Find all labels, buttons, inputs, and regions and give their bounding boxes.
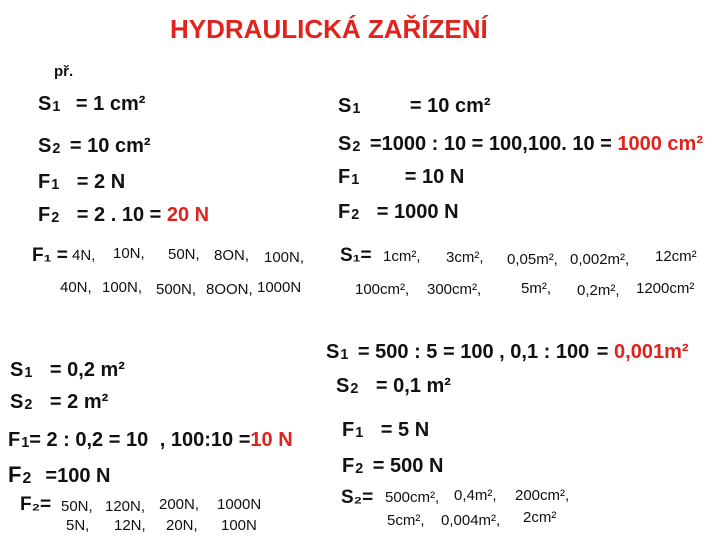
ex2-option: 100cm²,	[355, 281, 410, 298]
ex2-option: 0,2m²,	[577, 282, 620, 299]
symbol-s: S	[38, 135, 52, 157]
ex4-s1-result: 0,001m²	[614, 341, 689, 363]
ex2-s2-row	[338, 134, 703, 154]
ex4-s1-calc2: , 0,1 : 100	[499, 341, 590, 363]
ex2-f1-value: = 10 N	[404, 166, 465, 188]
ex2-option: 12cm²	[655, 248, 697, 265]
ex4-option: 5cm²,	[387, 512, 425, 529]
subscript-1: 1	[351, 172, 360, 189]
ex1-f2-calc: = 2 . 10 =	[76, 204, 167, 226]
ex4-f2-value: = 500 N	[372, 455, 444, 477]
symbol-f: F	[38, 204, 51, 226]
ex3-option: 1000N	[217, 496, 262, 513]
symbol-f: F	[338, 201, 351, 223]
ex3-f1-calc2: , 100:10 =	[159, 429, 251, 451]
ex1-s1-value: = 1 cm²	[75, 93, 146, 115]
ex4-f2-row	[342, 456, 443, 476]
ex2-option: 0,05m²,	[507, 251, 558, 268]
ex3-option: 120N,	[105, 498, 146, 515]
ex3-s2-value: = 2 m²	[49, 391, 109, 413]
example-label: př.	[54, 63, 74, 80]
ex4-s1-eq: =	[596, 341, 609, 363]
subscript-2: 2	[52, 141, 61, 158]
ex4-option: 0,004m²,	[441, 512, 501, 529]
ex4-option: 500cm²,	[385, 489, 440, 506]
ex1-f1-label: F₁ =	[32, 245, 68, 266]
symbol-s: S	[38, 93, 52, 115]
ex2-f1-row	[338, 167, 464, 187]
ex2-option: 5m²,	[521, 280, 551, 297]
ex1-option: 500N,	[156, 281, 197, 298]
subscript-1: 1	[21, 435, 30, 452]
subscript-1: 1	[352, 101, 361, 118]
ex1-f1-row	[38, 172, 125, 192]
symbol-s: S	[10, 391, 24, 413]
ex2-s1-row	[338, 96, 491, 116]
ex1-option: 4N,	[72, 247, 96, 264]
ex2-s2-calc: =1000 : 10 = 100,100. 10 =	[369, 133, 618, 155]
subscript-2: 2	[350, 381, 359, 398]
subscript-1: 1	[51, 177, 60, 194]
ex4-f1-value: = 5 N	[380, 419, 430, 441]
ex1-option: 50N,	[168, 246, 200, 263]
ex2-s2-result: 1000 cm²	[617, 133, 703, 155]
ex1-option: 1000N	[257, 279, 302, 296]
ex2-option: 300cm²,	[427, 281, 482, 298]
ex3-f1-result: 10 N	[250, 429, 293, 451]
ex3-option: 100N	[221, 517, 257, 534]
ex2-s1-value: = 10 cm²	[409, 95, 491, 117]
symbol-f: F	[8, 429, 21, 451]
ex1-s1-row	[38, 94, 145, 114]
ex1-s2-row	[38, 136, 151, 156]
subscript-1: 1	[355, 425, 364, 442]
symbol-s: S	[326, 341, 340, 363]
ex4-option: 2cm²	[523, 509, 557, 526]
ex3-option: 20N,	[166, 517, 198, 534]
subscript-1: 1	[24, 365, 33, 382]
ex3-option: 12N,	[114, 517, 146, 534]
ex4-s2-label: S₂=	[341, 487, 374, 508]
ex2-f2-value: = 1000 N	[376, 201, 459, 223]
symbol-s: S	[338, 95, 352, 117]
symbol-s: S	[336, 375, 350, 397]
ex3-f2-row	[8, 464, 110, 486]
subscript-2: 2	[51, 210, 60, 227]
ex1-f2-result: 20 N	[166, 204, 210, 226]
ex1-f2-row	[38, 205, 209, 225]
ex3-f2-value: =100 N	[45, 465, 111, 487]
ex4-f1-row	[342, 420, 429, 440]
symbol-f: F	[338, 166, 351, 188]
subscript-2: 2	[351, 207, 360, 224]
ex3-option: 50N,	[61, 498, 93, 515]
ex3-f1-calc: = 2 : 0,2 = 10	[29, 429, 149, 451]
ex4-option: 200cm²,	[515, 487, 570, 504]
subscript-2: 2	[22, 470, 32, 488]
symbol-f: F	[342, 455, 355, 477]
ex3-f1-row	[8, 430, 293, 450]
ex2-option: 1cm²,	[383, 248, 421, 265]
ex1-f1-value: = 2 N	[76, 171, 126, 193]
ex3-option: 200N,	[159, 496, 200, 513]
ex2-option: 0,002m²,	[570, 251, 630, 268]
page-title: HYDRAULICKÁ ZAŘÍZENÍ	[170, 14, 488, 44]
ex3-s1-value: = 0,2 m²	[49, 359, 125, 381]
ex1-option: 8ON,	[214, 247, 250, 264]
ex1-option: 10N,	[113, 245, 145, 262]
ex1-s2-value: = 10 cm²	[69, 135, 151, 157]
ex4-s2-value: = 0,1 m²	[375, 375, 451, 397]
ex4-s1-row	[326, 342, 689, 362]
symbol-f: F	[342, 419, 355, 441]
ex3-f2-label: F₂=	[20, 494, 52, 515]
ex3-s1-row	[10, 360, 125, 380]
ex2-option: 1200cm²	[636, 280, 695, 297]
subscript-1: 1	[52, 99, 61, 116]
ex3-s2-row	[10, 392, 108, 412]
ex4-option: 0,4m²,	[454, 487, 497, 504]
symbol-s: S	[338, 133, 352, 155]
ex1-option: 100N,	[264, 249, 305, 266]
symbol-f: F	[8, 462, 22, 487]
ex4-s2-row	[336, 376, 451, 396]
ex1-option: 8OON,	[206, 281, 253, 298]
ex2-option: 3cm²,	[446, 249, 484, 266]
ex1-option: 40N,	[60, 279, 92, 296]
ex2-f2-row	[338, 202, 459, 222]
symbol-s: S	[10, 359, 24, 381]
ex2-s1-label: S₁=	[340, 245, 372, 266]
ex1-option: 100N,	[102, 279, 143, 296]
subscript-1: 1	[340, 347, 349, 364]
ex3-option: 5N,	[66, 517, 90, 534]
subscript-2: 2	[352, 139, 361, 156]
subscript-2: 2	[355, 461, 364, 478]
subscript-2: 2	[24, 397, 33, 414]
symbol-f: F	[38, 171, 51, 193]
ex4-s1-calc: = 500 : 5 = 100	[357, 341, 494, 363]
